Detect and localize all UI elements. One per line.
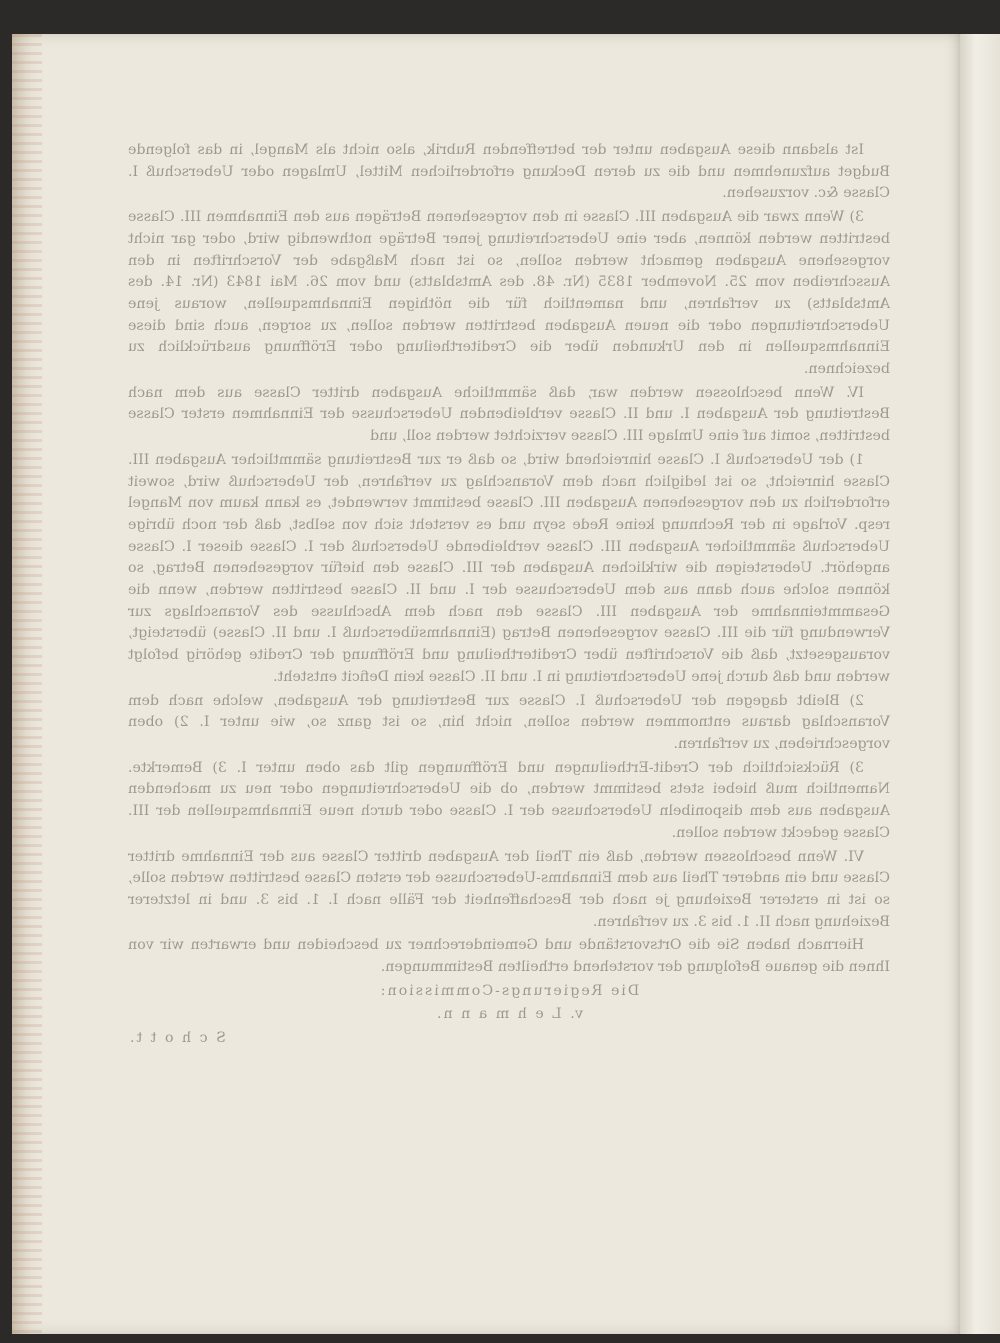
closing-authority: Die Regierungs-Commission: [378,982,640,999]
paragraph: 2) Bleibt dagegen der Ueberschuß I. Classe zur Bestreitung der Ausgaben, welche nach dem Voranschlag daraus entnommen werden sollen, nicht hin, so ist ganz so, wie unter I. 2) oben vorgeschrieben, zu verfahren. [128,692,890,752]
paragraph: Ist alsdann diese Ausgaben unter der betreffenden Rubrik, also nicht als Mangel, in das folgende Budget aufzunehmen und die zu deren Deckung erforderlichen Mittel, Umlagen oder Ueberschuß I. Classe &c. vorzusehen. [128,142,890,202]
paragraph: IV. Wenn beschlossen werden war, daß sämmtliche Ausgaben dritter Classe aus dem nach Bestreitung der Ausgaben I. und II. Classe verbleibenden Ueberschusse der Einnahmen erster Classe bestritten, somit auf eine Umlage III. Classe verzichtet werden soll, und [128,384,890,445]
signature-name: v. L e h m a n n. [434,1006,584,1023]
countersign: S c h o t t. [128,1030,226,1047]
bleed-through-text [128,140,890,1052]
book-spine [960,34,1000,1334]
paragraph: 3) Rücksichtlich der Credit-Ertheilungen und Eröffnungen gilt das oben unter I. 3) Bemerkte. Namentlich muß hiebei stets bestimmt werden, ob die Ueberschreitungen oder neu zu machenden Ausgaben aus dem disponibeln Ueberschusse der I. Classe oder durch neue Einnahmsquellen der III. Classe gedeckt werden sollen. [128,759,890,841]
paragraph: Hiernach haben Sie die Ortsvorstände und Gemeinderechner zu bescheiden und erwarten wir von Ihnen die genaue Befolgung der vorstehend ertheilten Bestimmungen. [128,937,890,976]
paragraph: 1) der Ueberschuß I. Classe hinreichend wird, so daß er zur Bestreitung sämmtlicher Ausgaben III. Classe hinreicht, so ist lediglich nach dem Voranschlag zu verfahren, der Ueberschuß wird, soweit erforderlich zu den vorgesehenen Ausgaben III. Classe bestimmt verwendet, es kann kaum von Mangel resp. Vorlage in der Rechnung keine Rede seyn und es versteht sich von selbst, daß der noch übrige Ueberschuß sämmtlicher Ausgaben III. Classe verbleibende Ueberschuß der I. Classe dieser I. Classe angehört. Uebersteigen die wirklichen Ausgaben der III. Classe den hiefür vorgesehenen Betrag, so können solche auch dann aus dem Ueberschusse der I. und II. Classe bestritten werden, wenn die Gesammteinnahme der Ausgaben III. Classe den nach dem Abschlusse des Voranschlags zur Verwendung für die III. Classe vorgesehenen Betrag (Einnahmsüberschuß I. und II. Classe) übersteigt, vorausgesetzt, daß die Vorschriften über Creditertheilung und Eröffnung der Credite gehörig befolgt werden und daß durch jene Ueberschreitung in I. und II. Classe kein Deficit entsteht. [128,451,890,685]
paragraph: VI. Wenn beschlossen werden, daß ein Theil der Ausgaben dritter Classe aus der Einnahme dritter Classe und ein anderer Theil aus dem Einnahms-Ueberschusse der ersten Classe bestritten werden solle, so ist in ersterer Beziehung je nach der Beschaffenheit der Fälle nach I. 1. bis 3. und in letzterer Beziehung nach II. 1. bis 3. zu verfahren. [128,848,890,930]
paragraph: 3) Wenn zwar die Ausgaben III. Classe in den vorgesehenen Beträgen aus den Einnahmen III. Classe bestritten werden können, aber eine Ueberschreitung jener Beträge nothwendig wird, oder gar nicht vorgesehene Ausgaben gemacht werden sollen, so ist nach Maßgabe der Vorschriften in den Ausschreiben vom 25. November 1835 (Nr. 48. des Amtsblatts) und vom 26. Mai 1843 (Nr. 14. des Amtsblatts) zu verfahren, und namentlich für die nöthigen Einnahmsquellen, woraus jene Ueberschreitungen oder die neuen Ausgaben bestritten werden sollen, zu sorgen, auch sind diese Einnahmsquellen in den Urkunden über die Creditertheilung oder Eröffnung ausdrücklich zu bezeichnen. [128,209,890,378]
page-left-edge [12,34,42,1334]
